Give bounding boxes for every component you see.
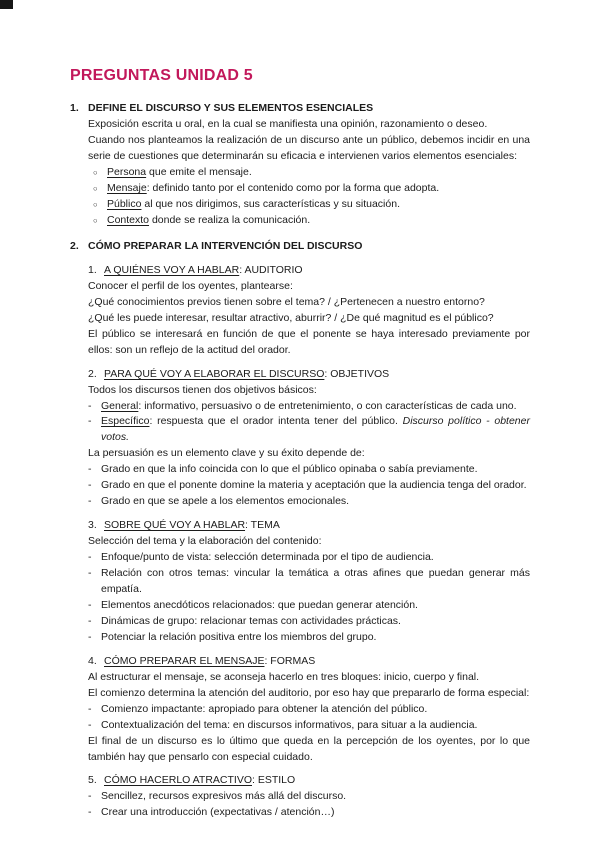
subsection-heading xyxy=(88,263,530,279)
bullet-text: : definido tanto por el contenido como por la forma que adopta. xyxy=(146,182,440,195)
bullet-item xyxy=(88,494,530,510)
objetivos-list xyxy=(88,399,530,447)
bullet-text: Grado en que se apele a los elementos emocionales. xyxy=(101,495,350,508)
subsection-number: 4. xyxy=(88,654,97,667)
page-corner-artifact xyxy=(0,0,13,9)
dash-bullet-icon: - xyxy=(88,806,92,819)
dash-bullet-icon: - xyxy=(88,551,92,564)
section-heading-text: CÓMO PREPARAR LA INTERVENCIÓN DEL DISCURSO xyxy=(88,239,363,252)
bullet-text: Relación con otros temas: vincular la temática a otras afines que puedan generar más empatía. xyxy=(101,567,530,595)
circle-bullet-icon: ○ xyxy=(93,184,98,194)
subsection-title xyxy=(104,773,295,789)
bullet-item xyxy=(92,165,530,181)
paragraph: El comienzo determina la atención del auditorio, por eso hay que prepararlo de forma especial: xyxy=(88,686,530,699)
bullet-item xyxy=(88,718,530,734)
bullet-text: Enfoque/punto de vista: selección determinada por el tipo de audiencia. xyxy=(101,551,434,564)
bullet-term: Mensaje xyxy=(107,182,147,195)
bullet-example-italic: Discurso político - obtener votos. xyxy=(101,415,530,444)
bullet-term: Contexto xyxy=(107,213,150,226)
section-number: 2. xyxy=(70,239,79,252)
bullet-text: Crear una introducción (expectativas / atención…) xyxy=(101,806,335,819)
dash-bullet-icon: - xyxy=(88,479,92,492)
section-number: 1. xyxy=(70,102,79,115)
bullet-term: Específico xyxy=(101,415,150,428)
paragraph: ¿Qué les puede interesar, resultar atractivo, aburrir? / ¿De qué magnitud es el público? xyxy=(88,311,494,324)
paragraph: La persuasión es un elemento clave y su éxito depende de: xyxy=(88,447,365,460)
bullet-text: Contextualización del tema: en discursos informativos, para situar a la audiencia. xyxy=(101,718,478,731)
bullet-item xyxy=(88,598,530,614)
section-body xyxy=(88,263,530,821)
paragraph: El público se interesará en función de que el ponente se haya interesado previamente por ellos: son un reflejo de la actitud del orador. xyxy=(88,327,530,356)
bullet-item xyxy=(88,614,530,630)
subsection-heading xyxy=(88,367,530,383)
bullet-item xyxy=(88,550,530,566)
section-heading xyxy=(70,101,530,117)
bullet-item xyxy=(88,566,530,598)
subsection-number: 3. xyxy=(88,519,97,532)
subsection-number: 2. xyxy=(88,367,97,380)
bullet-item xyxy=(88,630,530,646)
subsection-title-underlined: CÓMO PREPARAR EL MENSAJE xyxy=(104,654,265,667)
circle-bullet-icon: ○ xyxy=(93,215,98,225)
paragraph: Todos los discursos tienen dos objetivos básicos: xyxy=(88,383,317,396)
subsection-title-underlined: CÓMO HACERLO ATRACTIVO xyxy=(104,774,252,787)
subsection-title-suffix: : AUDITORIO xyxy=(239,263,303,276)
dash-bullet-icon: - xyxy=(88,702,92,715)
paragraph: Conocer el perfil de los oyentes, plantearse: xyxy=(88,279,293,292)
section-body xyxy=(88,117,530,229)
bullet-item xyxy=(92,197,530,213)
subsection-title-suffix: : ESTILO xyxy=(252,774,296,787)
bullet-term: General xyxy=(101,399,139,412)
subsection-objetivos xyxy=(88,367,530,511)
paragraph: Exposición escrita u oral, en la cual se manifiesta una opinión, razonamiento o deseo. xyxy=(88,118,488,131)
subsection-title xyxy=(104,367,389,383)
section-heading-text: DEFINE EL DISCURSO Y SUS ELEMENTOS ESENCIALES xyxy=(88,102,374,115)
bullet-item xyxy=(92,181,530,197)
subsection-title-suffix: : TEMA xyxy=(245,519,280,532)
dash-bullet-icon: - xyxy=(88,630,92,643)
bullet-term: Persona xyxy=(107,166,147,179)
subsection-heading xyxy=(88,773,530,789)
bullet-item xyxy=(88,805,530,821)
bullet-item xyxy=(92,213,530,229)
subsection-auditorio xyxy=(88,263,530,359)
dash-bullet-icon: - xyxy=(88,463,92,476)
dash-bullet-icon: - xyxy=(88,718,92,731)
paragraph: Al estructurar el mensaje, se aconseja hacerlo en tres bloques: inicio, cuerpo y final. xyxy=(88,670,480,683)
subsection-tema xyxy=(88,518,530,646)
circle-bullet-icon: ○ xyxy=(93,168,98,178)
bullet-text: : respuesta que el orador intenta tener del público. xyxy=(149,415,403,428)
bullet-text: al que nos dirigimos, sus características y su situación. xyxy=(141,198,400,211)
subsection-title xyxy=(104,518,280,534)
subsection-title xyxy=(104,654,315,670)
section-preparar-intervencion xyxy=(70,239,530,821)
section-define-discurso xyxy=(70,101,530,229)
dash-bullet-icon: - xyxy=(88,567,92,580)
dash-bullet-icon: - xyxy=(88,495,92,508)
bullet-item xyxy=(88,478,530,494)
bullet-item xyxy=(88,414,530,446)
subsection-title-underlined: A QUIÉNES VOY A HABLAR xyxy=(104,263,240,276)
dash-bullet-icon: - xyxy=(88,790,92,803)
estilo-list xyxy=(88,789,530,821)
dash-bullet-icon: - xyxy=(88,614,92,627)
bullet-item xyxy=(88,702,530,718)
circle-bullet-icon: ○ xyxy=(93,200,98,210)
dash-bullet-icon: - xyxy=(88,399,92,412)
dash-bullet-icon: - xyxy=(88,598,92,611)
subsection-number: 1. xyxy=(88,263,97,276)
tema-list xyxy=(88,550,530,646)
subsection-number: 5. xyxy=(88,774,97,787)
bullet-text: donde se realiza la comunicación. xyxy=(149,213,311,226)
bullet-term: Público xyxy=(107,198,142,211)
subsection-estilo xyxy=(88,773,530,821)
bullet-text: Grado en que el ponente domine la materia y aceptación que la audiencia tenga del orador. xyxy=(101,479,527,492)
paragraph: ¿Qué conocimientos previos tienen sobre el tema? / ¿Pertenecen a nuestro entorno? xyxy=(88,295,485,308)
bullet-text: Grado en que la info coincida con lo que el público opinaba o sabía previamente. xyxy=(101,463,478,476)
bullet-item xyxy=(88,462,530,478)
subsection-heading xyxy=(88,518,530,534)
document-title: PREGUNTAS UNIDAD 5 xyxy=(70,67,253,84)
dash-bullet-icon: - xyxy=(88,415,92,428)
bullet-text: Dinámicas de grupo: relacionar temas con actividades prácticas. xyxy=(101,614,401,627)
formas-list xyxy=(88,702,530,734)
bullet-text: Sencillez, recursos expresivos más allá del discurso. xyxy=(101,790,347,803)
section-heading xyxy=(70,239,530,255)
subsection-formas xyxy=(88,654,530,766)
subsection-title xyxy=(104,263,303,279)
paragraph: El final de un discurso es lo último que queda en la percepción de los oyentes, por lo que también hay que pensarlo con especial cuidado. xyxy=(88,734,530,763)
bullet-text: : informativo, persuasivo o de entretenimiento, o con características de cada uno. xyxy=(138,399,517,412)
persuasion-list xyxy=(88,462,530,510)
paragraph: Cuando nos planteamos la realización de un discurso ante un público, debemos incidir en una serie de cuestiones que determinarán su eficacia e intervienen varios elementos esenciales: xyxy=(88,134,530,163)
subsection-title-underlined: SOBRE QUÉ VOY A HABLAR xyxy=(104,519,246,532)
bullet-item xyxy=(88,399,530,415)
subsection-heading xyxy=(88,654,530,670)
bullet-item xyxy=(88,789,530,805)
subsection-title-suffix: : OBJETIVOS xyxy=(324,367,390,380)
essential-elements-list xyxy=(92,165,530,229)
subsection-title-suffix: : FORMAS xyxy=(264,654,316,667)
subsection-title-underlined: PARA QUÉ VOY A ELABORAR EL DISCURSO xyxy=(104,367,325,380)
bullet-text: Potenciar la relación positiva entre los miembros del grupo. xyxy=(101,630,377,643)
paragraph: Selección del tema y la elaboración del contenido: xyxy=(88,535,322,548)
bullet-text: Elementos anecdóticos relacionados: que puedan generar atención. xyxy=(101,598,418,611)
bullet-text: que emite el mensaje. xyxy=(146,166,252,179)
bullet-text: Comienzo impactante: apropiado para obtener la atención del público. xyxy=(101,702,428,715)
